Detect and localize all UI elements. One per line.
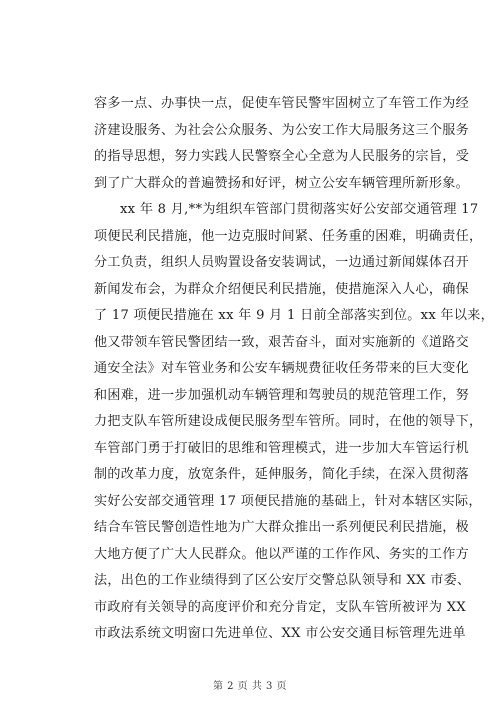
body-text <box>94 91 495 648</box>
text-line: 项便民利民措施，他一边克服时间紧、任务重的困难，明确责任， <box>94 228 483 244</box>
text-line: 结合车管民警创造性地为广大群众推出一系列便民利民措施，极 <box>94 520 470 535</box>
paragraph-first-line: xx 年 8 月,**为组织车管部门贯彻落实好公安部交通管理 17 <box>120 202 479 217</box>
text-line: 他又带领车管民警团结一致，艰苦奋斗，面对实施新的《道路交 <box>94 334 470 350</box>
text-line: 了 17 项便民措施在 xx 年 9 月 1 日前全部落实到位。xx 年以来， <box>94 308 495 323</box>
text-line: 法，出色的工作业绩得到了区公安厅交警总队领导和 XX 市委、 <box>94 573 471 588</box>
text-line: 的指导思想，努力实践人民警察全心全意为人民服务的宗旨，受 <box>94 149 470 164</box>
text-line: 大地方便了广大人民群众。他以严谨的工作作风、务实的工作方 <box>94 546 470 562</box>
text-line: 济建设服务、为社会公众服务、为公安工作大局服务这三个服务 <box>94 122 470 138</box>
text-line: 力把支队车管所建设成便民服务型车管所。同时，在他的领导下， <box>94 414 483 429</box>
text-line: 市政府有关领导的高度评价和充分肯定，支队车管所被评为 XX <box>94 599 466 615</box>
text-line: 容多一点、办事快一点，促使车管民警牢固树立了车管工作为经 <box>94 96 470 111</box>
text-line: 通安全法》对车管业务和公安车辆规费征收任务带来的巨大变化 <box>94 361 470 376</box>
text-line: 到了广大群众的普遍赞扬和好评，树立公安车辆管理所新形象。 <box>94 175 470 191</box>
text-line: 制的改革力度，放宽条件，延伸服务，简化手续，在深入贯彻落 <box>94 467 470 482</box>
text-line: 车管部门勇于打破旧的思维和管理模式，进一步加大车管运行机 <box>94 440 470 456</box>
text-line: 实好公安部交通管理 17 项便民措施的基础上，针对本辖区实际， <box>94 493 482 509</box>
text-line: 新闻发布会，为群众介绍便民利民措施，使措施深入人心，确保 <box>94 281 470 297</box>
text-line: 和困难，进一步加强机动车辆管理和驾驶员的规范管理工作，努 <box>94 387 470 403</box>
text-line: 市政法系统文明窗口先进单位、XX 市公安交通目标管理先进单 <box>94 626 466 641</box>
page-number-footer: 第 2 页 共 3 页 <box>212 681 288 692</box>
text-line: 分工负责，组织人员购置设备安装调试，一边通过新闻媒体召开 <box>94 255 470 270</box>
